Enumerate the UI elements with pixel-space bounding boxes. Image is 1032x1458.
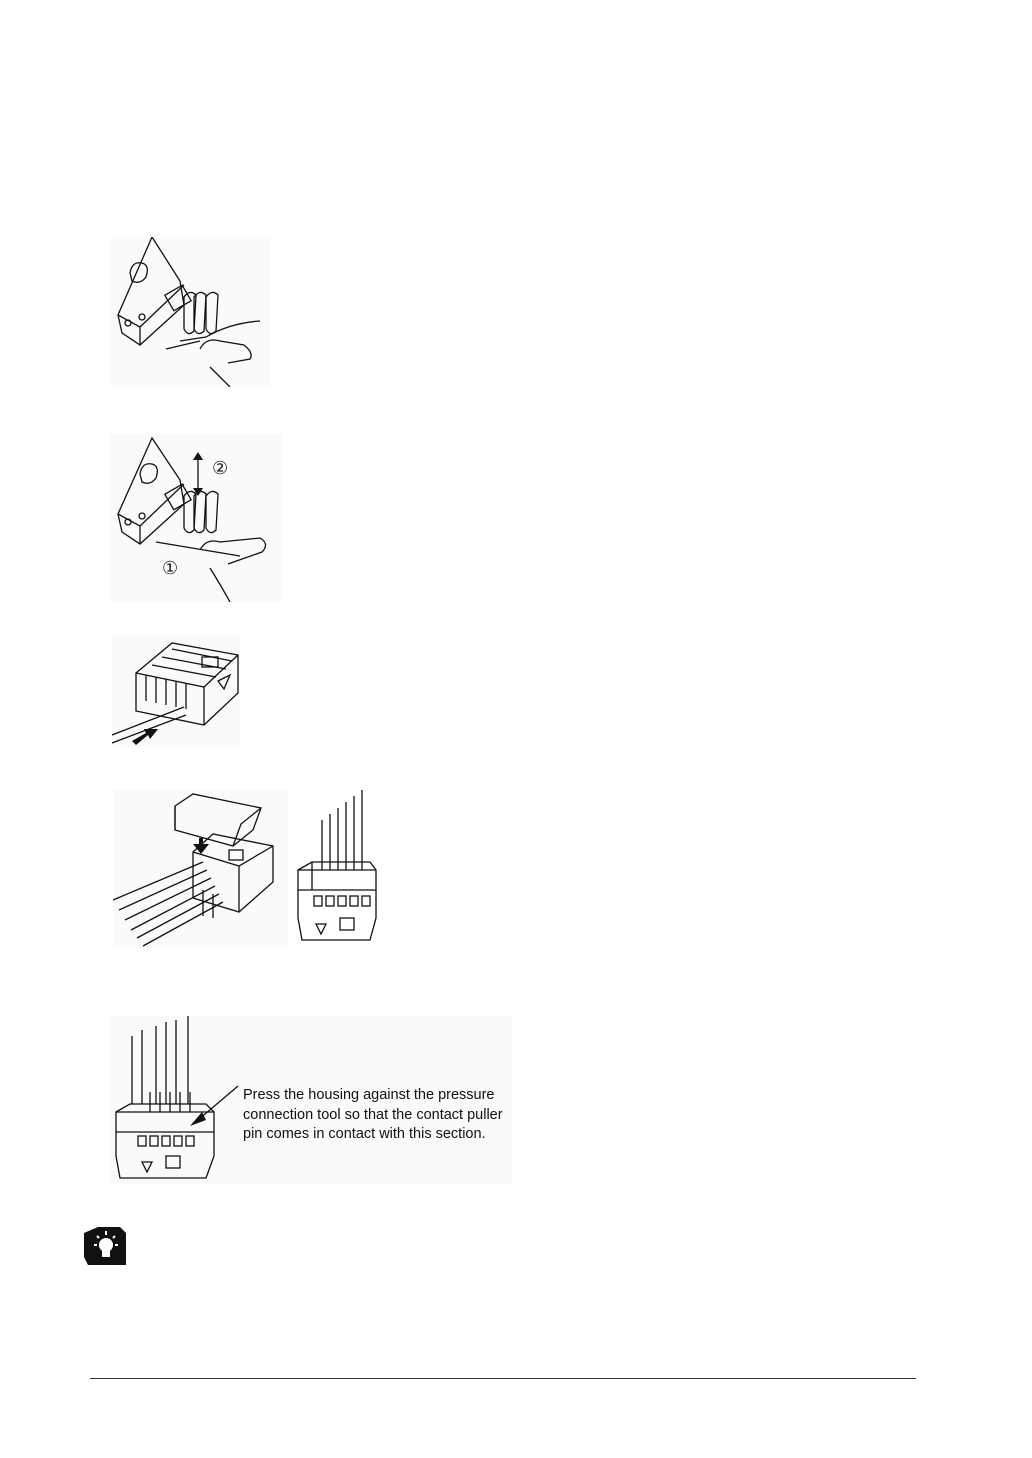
- marker-1-label: ①: [162, 558, 179, 579]
- housing-cover-illustration: [113, 790, 288, 948]
- figure-wire-insert: [112, 635, 240, 747]
- tool-hand-illustration-2: [110, 434, 282, 602]
- figure-caption: Press the housing against the pressure connection tool so that the contact puller pin comes in contact with this section.: [243, 1087, 503, 1142]
- figure-tool-insert: [110, 434, 282, 602]
- lightbulb-tip-icon: [84, 1227, 126, 1265]
- figure-tool-open: [110, 237, 270, 387]
- tool-hand-illustration-1: [110, 237, 270, 387]
- housing-wire-illustration: [112, 635, 240, 747]
- figure-assembled-connector: [292, 790, 378, 948]
- marker-2-label: ②: [212, 458, 229, 479]
- connector-front-illustration: [292, 790, 378, 948]
- footer-divider: [90, 1378, 916, 1379]
- figure-cover-press: [113, 790, 288, 948]
